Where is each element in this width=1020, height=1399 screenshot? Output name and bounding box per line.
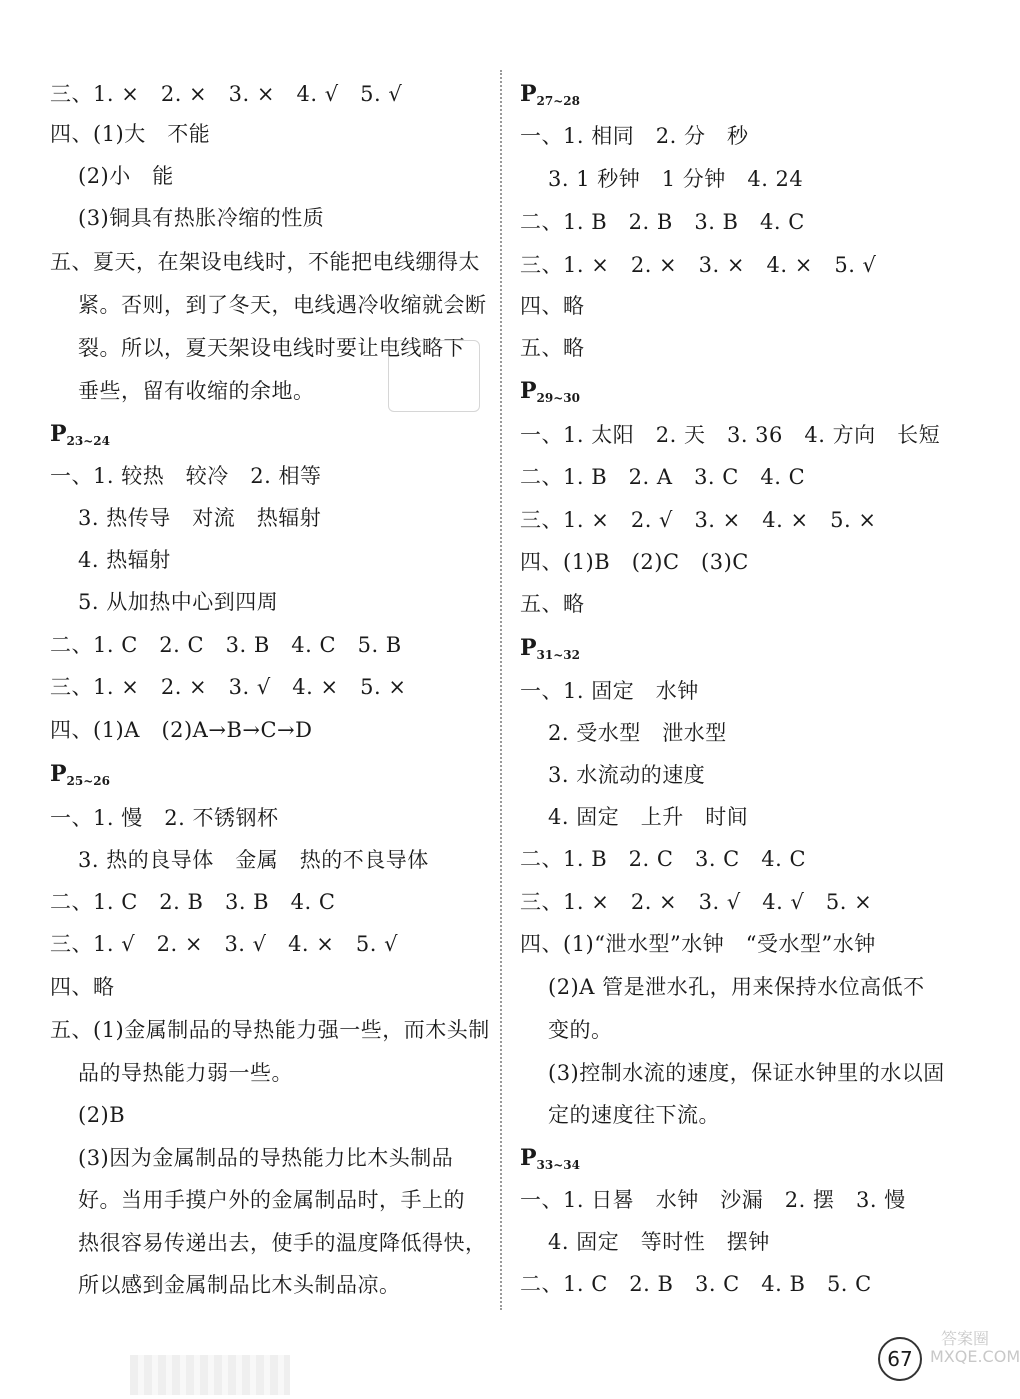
answer-line: 三、1. × 2. √ 3. × 4. × 5. × (520, 508, 877, 532)
answer-line: 3. 热的良导体 金属 热的不良导体 (78, 848, 429, 872)
answer-line: 五、略 (520, 592, 585, 616)
page-range-heading: $P_{25\sim 26}$ (50, 761, 110, 788)
answer-line: 垂些，留有收缩的余地。 (78, 379, 315, 403)
column-divider (500, 70, 502, 1310)
page-range-heading: $P_{23\sim 24}$ (50, 421, 110, 448)
answer-line: (3)铜具有热胀冷缩的性质 (78, 206, 325, 230)
answer-line: (2)A 管是泄水孔，用来保持水位高低不 (548, 975, 925, 999)
answer-line: 四、(1)B (2)C (3)C (520, 550, 749, 574)
answer-line: (3)控制水流的速度，保证水钟里的水以固 (548, 1061, 945, 1085)
answer-line: 二、1. C 2. B 3. B 4. C (50, 890, 336, 914)
answer-line: 5. 从加热中心到四周 (78, 590, 279, 614)
answer-line: 三、1. × 2. × 3. √ 4. × 5. × (50, 675, 407, 699)
answer-line: 四、略 (520, 294, 585, 318)
answer-line: 四、(1)“泄水型”水钟 “受水型”水钟 (520, 932, 876, 956)
answer-line: 三、1. × 2. × 3. √ 4. √ 5. × (520, 890, 873, 914)
answer-line: 三、1. × 2. × 3. × 4. √ 5. √ (50, 82, 403, 106)
answer-line: 四、(1)大 不能 (50, 122, 211, 146)
answer-line: (2)小 能 (78, 164, 174, 188)
answer-line: 4. 热辐射 (78, 548, 171, 572)
answer-line: 一、1. 太阳 2. 天 3. 36 4. 方向 长短 (520, 423, 941, 447)
answer-line: 紧。否则，到了冬天，电线遇冷收缩就会断 (78, 293, 487, 317)
answer-line: 3. 热传导 对流 热辐射 (78, 506, 322, 530)
answer-line: 二、1. B 2. B 3. B 4. C (520, 210, 805, 234)
answer-line: 一、1. 固定 水钟 (520, 679, 699, 703)
answer-line: 热很容易传递出去，使手的温度降低得快， (78, 1231, 487, 1255)
answer-line: (2)B (78, 1103, 126, 1127)
answer-line: 3. 水流动的速度 (548, 763, 706, 787)
answer-line: 五、略 (520, 336, 585, 360)
answer-line: 二、1. C 2. B 3. C 4. B 5. C (520, 1272, 872, 1296)
answer-line: 好。当用手摸户外的金属制品时，手上的 (78, 1188, 465, 1212)
answer-line: 3. 1 秒钟 1 分钟 4. 24 (548, 167, 804, 191)
watermark-logo: 答案圈 MXQE.COM (930, 1329, 1020, 1366)
answer-line: 五、(1)金属制品的导热能力强一些，而木头制 (50, 1018, 490, 1042)
answer-line: 一、1. 较热 较冷 2. 相等 (50, 464, 322, 488)
answer-line: 4. 固定 上升 时间 (548, 805, 749, 829)
page-range-heading: $P_{29\sim 30}$ (520, 378, 580, 405)
page-range-heading: $P_{31\sim 32}$ (520, 635, 580, 662)
answer-line: 变的。 (548, 1018, 613, 1042)
page-number: 67 (878, 1337, 922, 1381)
answer-line: 裂。所以，夏天架设电线时要让电线略下 (78, 336, 465, 360)
answer-line: 2. 受水型 泄水型 (548, 721, 727, 745)
answer-line: 所以感到金属制品比木头制品凉。 (78, 1273, 401, 1297)
answer-line: 四、略 (50, 975, 115, 999)
answer-line: 一、1. 慢 2. 不锈钢杯 (50, 806, 279, 830)
answer-line: 三、1. √ 2. × 3. √ 4. × 5. √ (50, 932, 398, 956)
page-range-heading: $P_{33\sim 34}$ (520, 1145, 580, 1172)
answer-line: (3)因为金属制品的导热能力比木头制品 (78, 1146, 454, 1170)
answer-line: 定的速度往下流。 (548, 1103, 720, 1127)
answer-line: 一、1. 相同 2. 分 秒 (520, 124, 749, 148)
answer-line: 五、夏天，在架设电线时，不能把电线绷得太 (50, 250, 480, 274)
faint-stamp (388, 340, 480, 412)
answer-line: 4. 固定 等时性 摆钟 (548, 1230, 770, 1254)
answer-line: 四、(1)A (2)A→B→C→D (50, 718, 313, 742)
answer-line: 品的导热能力弱一些。 (78, 1061, 293, 1085)
faint-bleed-through (130, 1355, 290, 1395)
answer-line: 二、1. B 2. C 3. C 4. C (520, 847, 807, 871)
answer-line: 一、1. 日晷 水钟 沙漏 2. 摆 3. 慢 (520, 1188, 906, 1212)
answer-line: 二、1. C 2. C 3. B 4. C 5. B (50, 633, 402, 657)
answer-line: 三、1. × 2. × 3. × 4. × 5. √ (520, 253, 877, 277)
page-range-heading: $P_{27\sim 28}$ (520, 81, 580, 108)
answer-line: 二、1. B 2. A 3. C 4. C (520, 465, 806, 489)
